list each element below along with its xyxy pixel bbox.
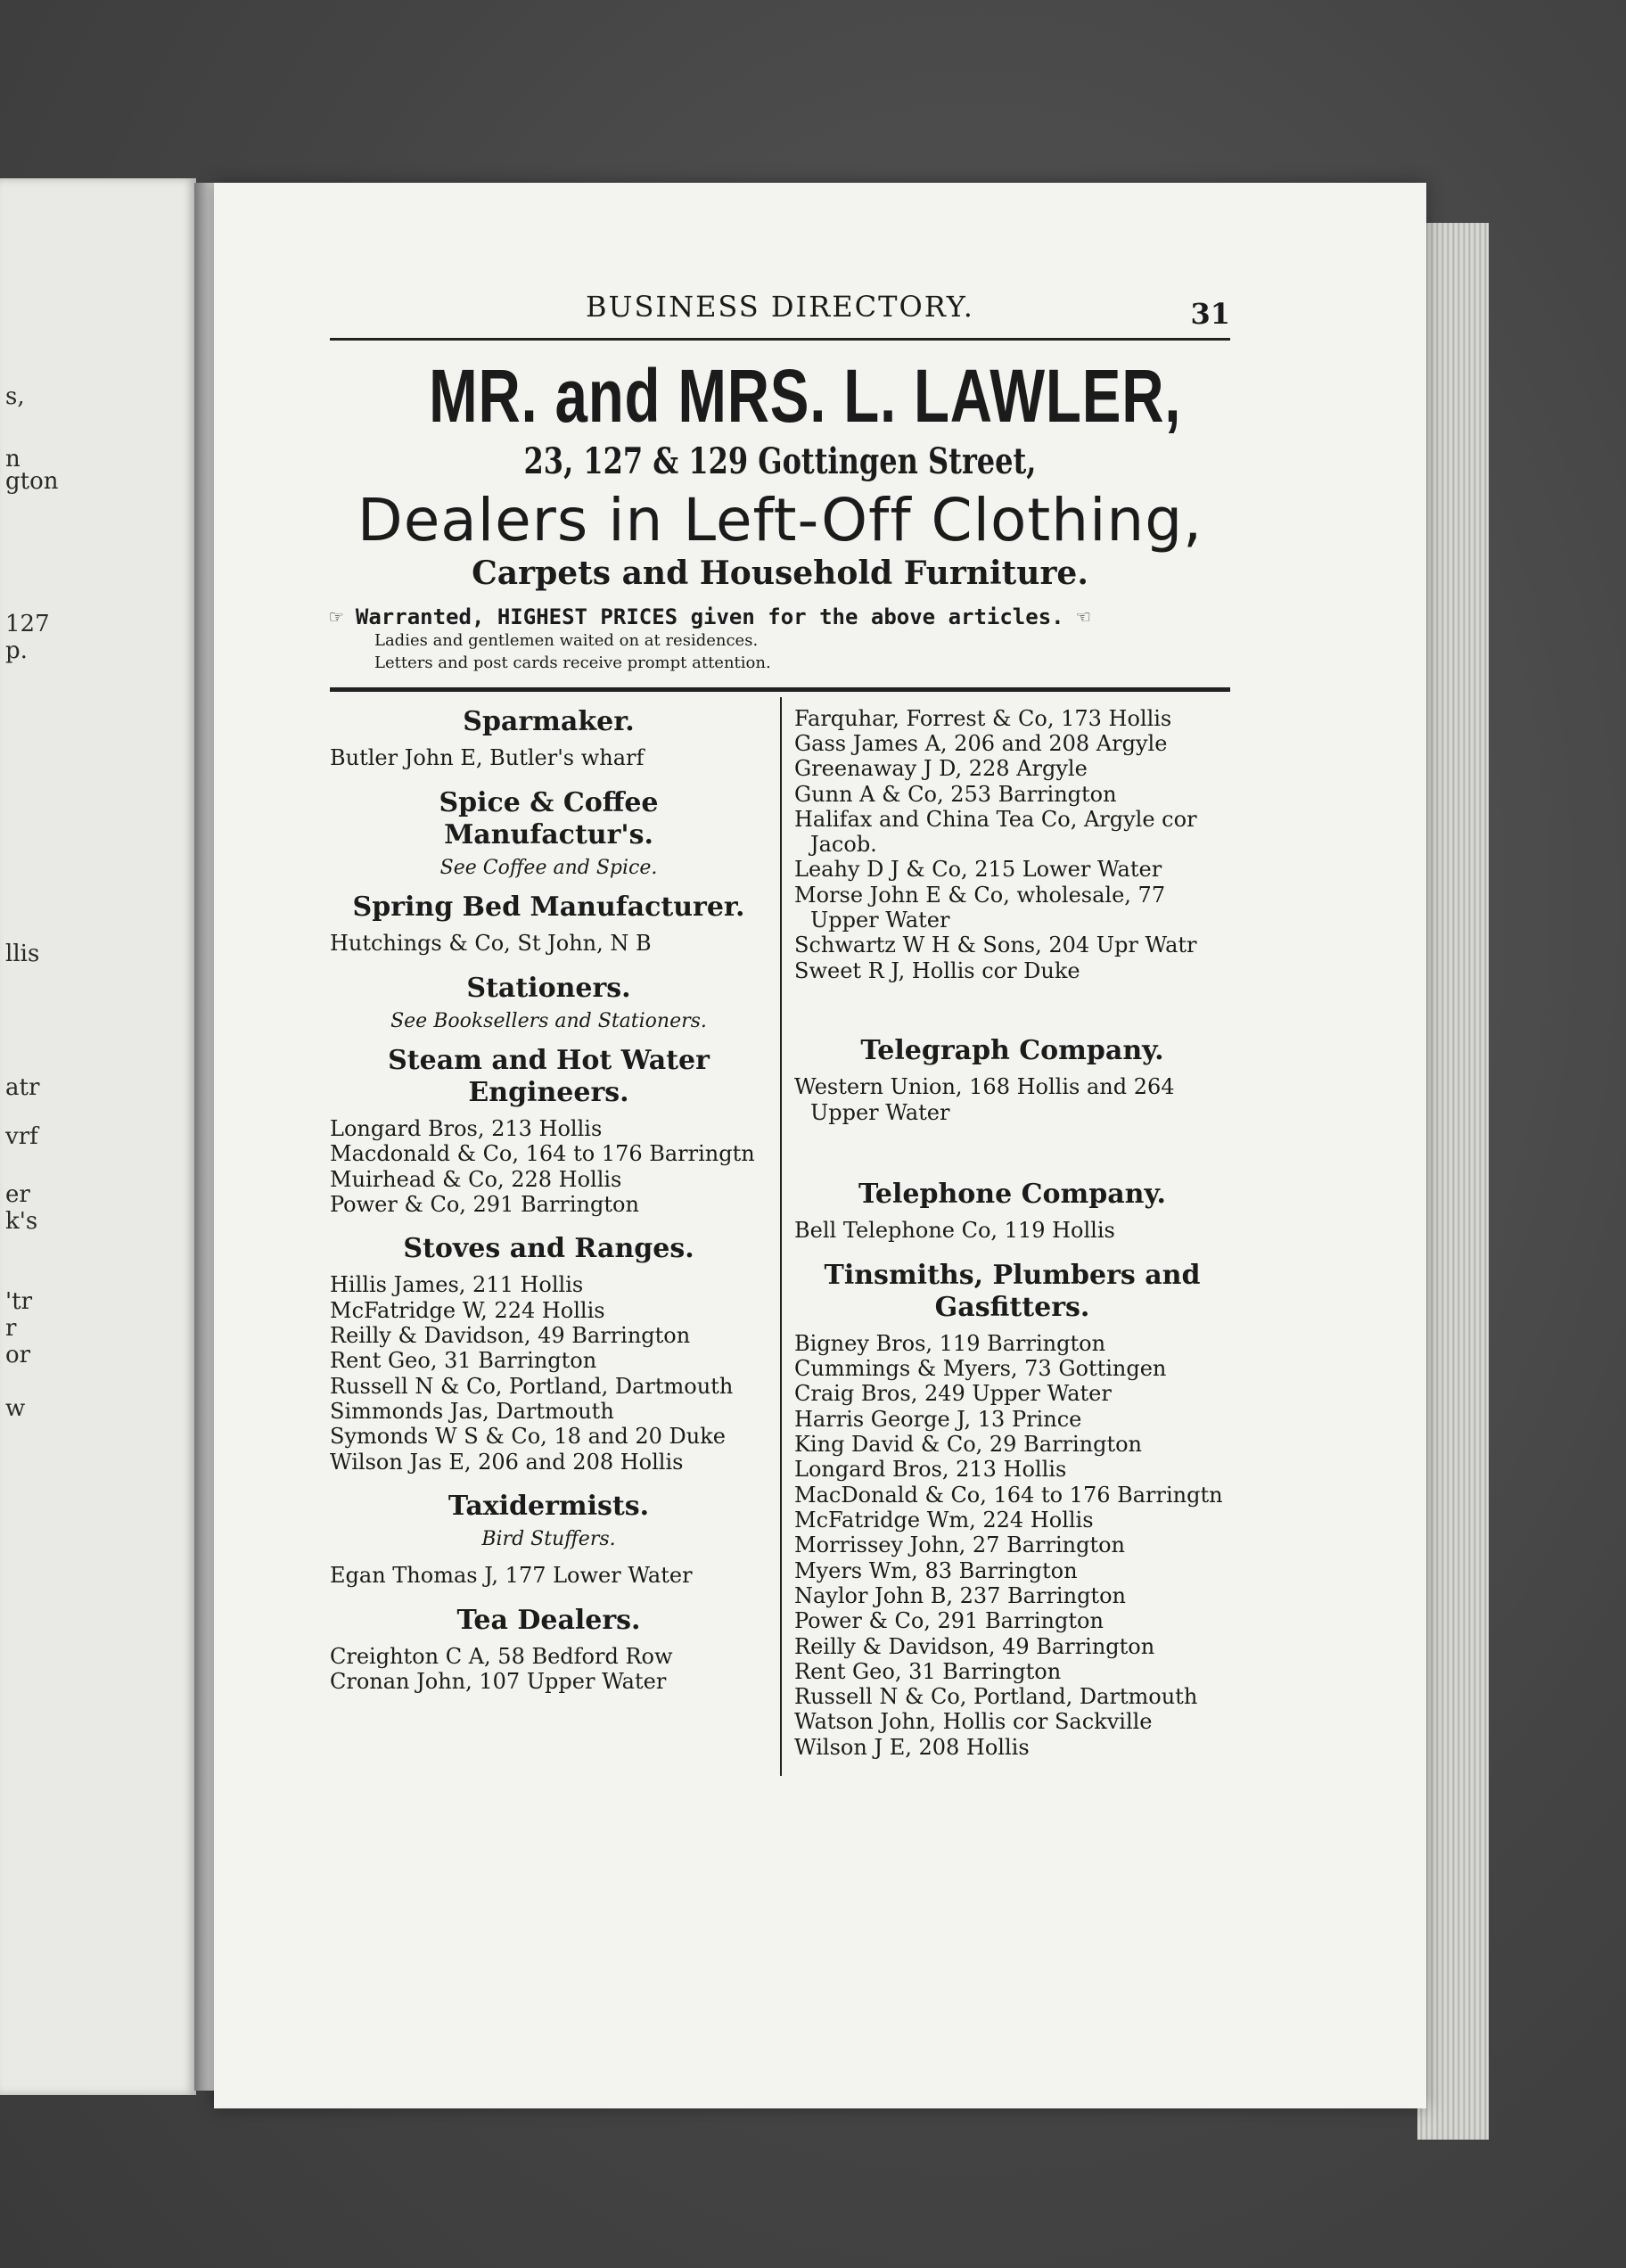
ad-bottom-rule [330,687,1230,692]
listing-entry: Rent Geo, 31 Barrington [330,1348,597,1374]
section-entries [794,1218,1230,1244]
fragment-text: n [5,446,21,472]
section-heading: Tea Dealers. [456,1605,641,1637]
listing-entry: MacDonald & Co, 164 to 176 Barringtn [794,1482,1223,1508]
listing-entry: Macdonald & Co, 164 to 176 Barringtn [330,1141,755,1167]
section-entries [330,1272,768,1475]
fragment-text: r [5,1315,17,1342]
listing-entry: Gunn A & Co, 253 Barrington [794,781,1117,807]
listing-entry: Harris George J, 13 Prince [794,1406,1082,1432]
listing-entry: Naylor John B, 237 Barrington [794,1582,1126,1608]
section-entries [794,1074,1230,1127]
fragment-text: 127 [5,611,50,637]
ad-dealers-line: Dealers in Left-Off Clothing, [357,486,1203,555]
listing-entry: Halifax and China Tea Co, Argyle cor Jacob. [794,806,1197,858]
listing-entry: Muirhead & Co, 228 Hollis [330,1166,622,1192]
listing-entry: Wilson Jas E, 206 and 208 Hollis [330,1449,684,1475]
fragment-text: atr [5,1074,40,1101]
page-content [330,290,1230,1776]
lawler-advertisement [330,341,1230,675]
listing-entry: Myers Wm, 83 Barrington [794,1557,1078,1583]
fragment-text: p. [5,637,28,664]
listing-entry: Hutchings & Co, St John, N B [330,930,652,956]
cross-reference: See Coffee and Spice. [439,856,658,879]
section-heading: Telegraph Company. [860,1035,1164,1066]
ad-note: Letters and post cards receive prompt attention. [374,653,771,673]
fragment-text: vrf [5,1123,38,1150]
listing-entry: Schwartz W H & Sons, 204 Upr Watr [794,933,1197,958]
fragment-text: er [5,1181,30,1208]
fragment-text: k's [5,1208,38,1235]
section-heading: Steam and Hot Water Engineers. [388,1045,710,1109]
listing-entry: King David & Co, 29 Barrington [794,1432,1142,1458]
listing-entry: McFatridge W, 224 Hollis [330,1297,605,1323]
section-heading: Sparmaker. [463,705,635,737]
listing-entry: Wilson J E, 208 Hollis [794,1734,1030,1760]
listing-entry: McFatridge Wm, 224 Hollis [794,1507,1094,1533]
listing-entry: Power & Co, 291 Barrington [794,1608,1104,1634]
section-entries [330,1116,768,1217]
running-head-title: BUSINESS DIRECTORY. [586,290,974,324]
listing-entry: Power & Co, 291 Barrington [330,1192,639,1218]
listing-entry: Craig Bros, 249 Upper Water [794,1381,1112,1407]
spacer [794,999,1230,1026]
fragment-text: 'tr [5,1288,33,1315]
listing-entry: Leahy D J & Co, 215 Lower Water [794,857,1162,883]
page-number: 31 [1190,297,1230,331]
listing-entry: Gass James A, 206 and 208 Argyle [794,730,1168,756]
fragment-text: w [5,1395,26,1422]
section-entries [330,1644,768,1695]
listing-entry: Reilly & Davidson, 49 Barrington [794,1633,1155,1659]
left-column [330,697,780,1777]
fragment-text: gton [5,468,59,495]
ad-carpets-line: Carpets and Household Furniture. [472,555,1088,593]
ad-name: MR. and MRS. L. LAWLER, [429,354,1182,438]
fragment-text: llis [5,941,40,967]
listing-entry: Russell N & Co, Portland, Dartmouth [794,1684,1198,1710]
right-column [780,697,1230,1777]
section-entries [330,745,768,771]
facing-page-fragment [0,178,196,2095]
section-heading: Tinsmiths, Plumbers and Gasfitters. [824,1259,1201,1323]
cross-reference: Bird Stuffers. [481,1527,616,1550]
ad-note: Ladies and gentlemen waited on at residences. [374,631,759,651]
listing-entry: Sweet R J, Hollis cor Duke [794,957,1080,983]
listing-entry: Longard Bros, 213 Hollis [794,1457,1067,1483]
listing-entry: Bell Telephone Co, 119 Hollis [794,1217,1115,1243]
spacer [794,1143,1230,1170]
listing-entry: Simmonds Jas, Dartmouth [330,1398,614,1424]
listing-entry: Morse John E & Co, wholesale, 77 Upper Water [794,882,1166,933]
section-entries [794,1331,1230,1760]
section-heading: Stationers. [466,973,631,1005]
fragment-text: or [5,1342,31,1368]
section-heading: Telephone Company. [858,1178,1166,1210]
running-head [330,290,1230,338]
listing-entry: Bigney Bros, 119 Barrington [794,1330,1106,1356]
ad-address: 23, 127 & 129 Gottingen Street, [523,440,1037,483]
listing-entry: Symonds W S & Co, 18 and 20 Duke [330,1424,726,1450]
listing-entry: Morrissey John, 27 Barrington [794,1533,1126,1558]
listing-entry: Rent Geo, 31 Barrington [794,1658,1062,1684]
listing-entry: Cummings & Myers, 73 Gottingen [794,1356,1167,1382]
section-entries [330,931,768,957]
listing-entry: Greenaway J D, 228 Argyle [794,756,1088,782]
section-heading: Spice & Coffee Manufactur's. [439,786,659,850]
listing-entry: Hillis James, 211 Hollis [330,1272,584,1298]
listing-entry: Butler John E, Butler's wharf [330,744,645,770]
directory-page [214,183,1426,2108]
section-heading: Taxidermists. [448,1490,650,1522]
section-entries [330,1563,768,1589]
section-entries [794,706,1230,983]
listing-entry: Farquhar, Forrest & Co, 173 Hollis [794,705,1172,731]
fragment-text: s, [5,383,25,410]
listing-entry: Reilly & Davidson, 49 Barrington [330,1322,691,1348]
listing-entry: Egan Thomas J, 177 Lower Water [330,1562,693,1588]
listing-entry: Cronan John, 107 Upper Water [330,1669,667,1695]
listing-entry: Longard Bros, 213 Hollis [330,1116,603,1142]
ad-warranted-line: ☞ Warranted, HIGHEST PRICES given for the above articles. ☜ [330,604,1090,630]
directory-columns [330,697,1230,1777]
page-edges [1417,223,1489,2140]
listing-entry: Creighton C A, 58 Bedford Row [330,1644,673,1670]
section-heading: Spring Bed Manufacturer. [352,891,745,923]
listing-entry: Russell N & Co, Portland, Dartmouth [330,1373,734,1399]
listing-entry: Watson John, Hollis cor Sackville [794,1709,1153,1735]
listing-entry: Western Union, 168 Hollis and 264 Upper Water [794,1074,1175,1126]
cross-reference: See Booksellers and Stationers. [390,1010,707,1033]
section-heading: Stoves and Ranges. [403,1233,694,1265]
